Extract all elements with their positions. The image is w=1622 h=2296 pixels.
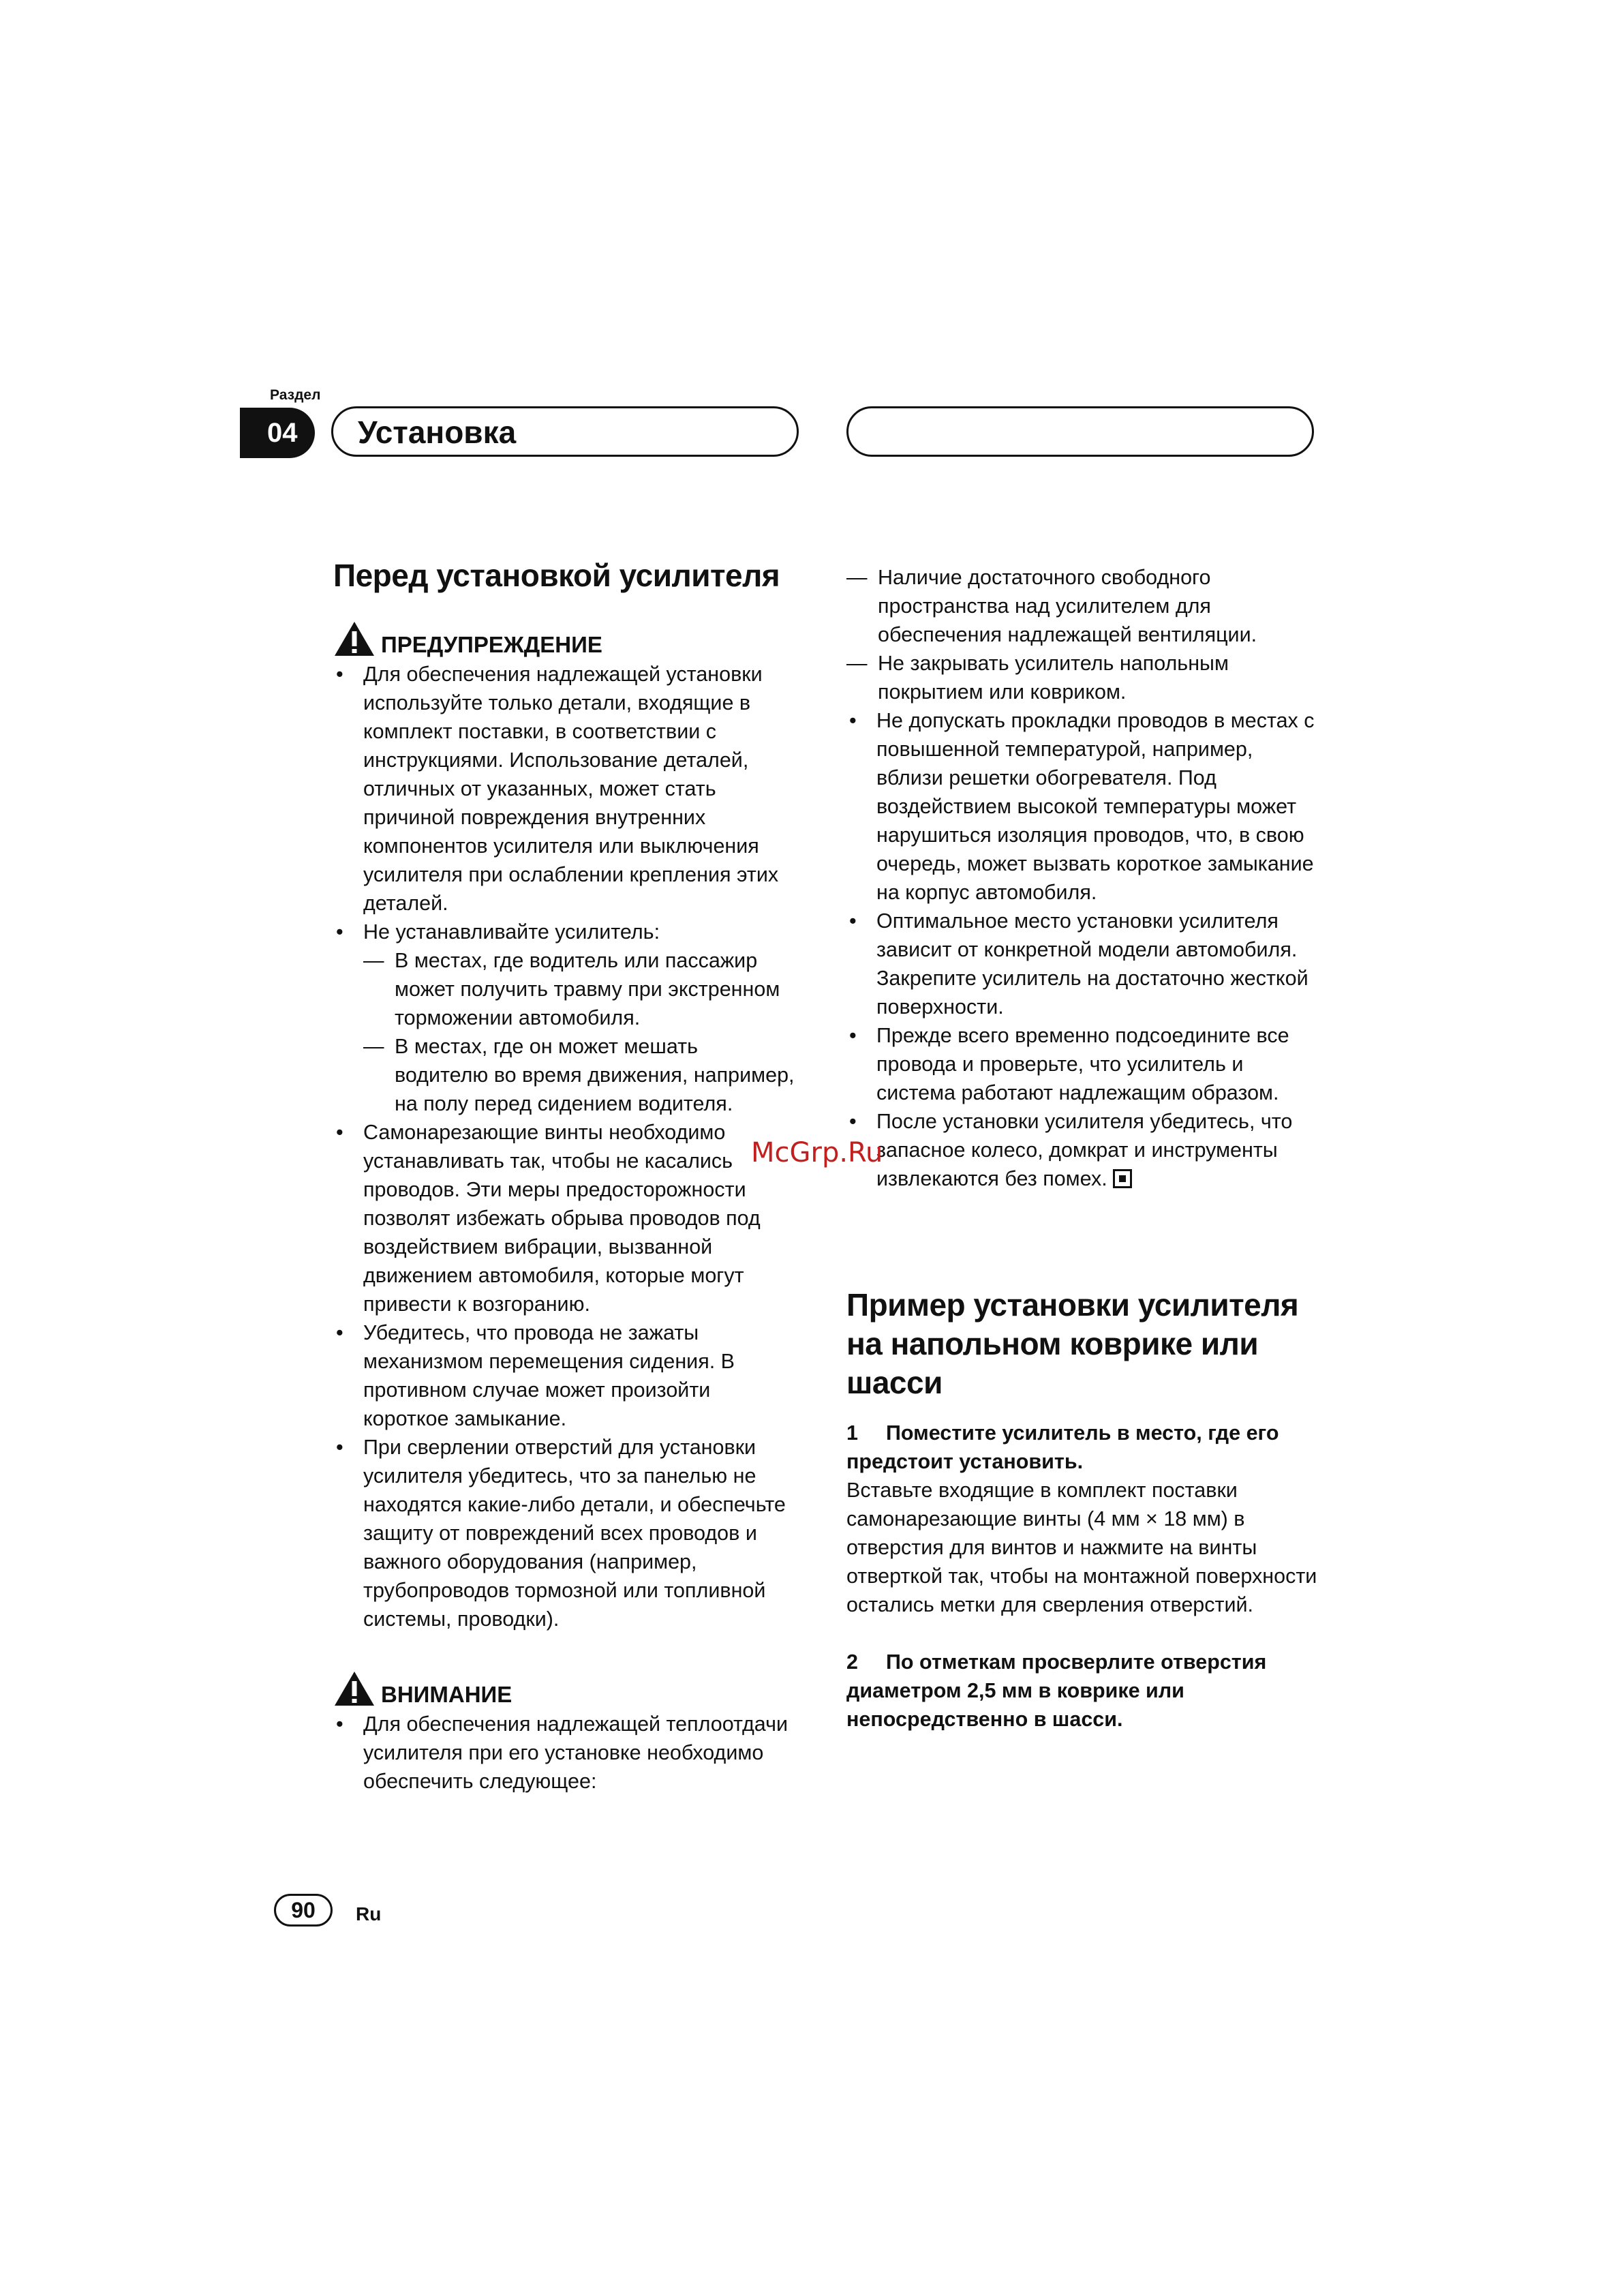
step-2-title-text: По отметкам просверлите отверстия диаметром 2,5 мм в коврике или непосредственно в шасси.: [846, 1650, 1267, 1731]
caution-sub-list: [846, 563, 1323, 706]
warning-icon: [333, 620, 376, 657]
step-1-number: 1: [846, 1421, 858, 1445]
section-number: 04: [240, 408, 315, 458]
sub-list: [363, 946, 797, 1118]
left-column: [333, 556, 797, 1796]
section-heading-before-install: Перед установкой усилителя: [333, 558, 780, 593]
list-item: • Убедитесь, что провода не зажаты механизмом перемещения сидения. В противном случае может произойти короткое замыкание.: [333, 1318, 797, 1433]
chapter-title: Установка: [358, 414, 517, 450]
caution-title: ВНИМАНИЕ: [381, 1682, 512, 1707]
sub-list-item: — В местах, где водитель или пассажир может получить травму при экстренном торможении автомобиля.: [363, 946, 797, 1032]
caution-list: [333, 1710, 797, 1796]
step-2-number: 2: [846, 1650, 858, 1674]
chapter-title-box: [331, 406, 799, 457]
caution-list-continued: [846, 706, 1323, 1193]
section-label: Раздел: [270, 387, 321, 403]
step-1-title: [846, 1419, 1323, 1476]
section-heading-install-example: Пример установки усилителя на напольном коврике или шасси: [846, 1287, 1299, 1400]
list-item: • Для обеспечения надлежащей теплоотдачи усилителя при его установке необходимо обеспечить следующее:: [333, 1710, 797, 1796]
list-item: [846, 1107, 1323, 1193]
list-item: • Для обеспечения надлежащей установки используйте только детали, входящие в комплект поставки, в соответствии с инструкциями. Использование деталей, отличных от указанных, может стать причиной повреждения внутренних компонентов усилителя или выключения усилителя при ослаблении крепления этих деталей.: [333, 660, 797, 918]
caution-header: [333, 1669, 797, 1707]
list-item-text: После установки усилителя убедитесь, что запасное колесо, домкрат и инструменты извлекаются без помех.: [876, 1110, 1293, 1190]
sub-list-item: — Не закрывать усилитель напольным покрытием или ковриком.: [846, 649, 1323, 706]
sub-list-item: — Наличие достаточного свободного пространства над усилителем для обеспечения надлежащей вентиляции.: [846, 563, 1323, 649]
step-1-text: Вставьте входящие в комплект поставки самонарезающие винты (4 мм × 18 мм) в отверстия для винтов и нажмите на винты отверткой так, чтобы на монтажной поверхности остались метки для сверления отверстий.: [846, 1479, 1317, 1616]
step-2-title: [846, 1648, 1323, 1734]
list-item: • При сверлении отверстий для установки усилителя убедитесь, что за панелью не находятся какие-либо детали, и обеспечьте защиту от повреждений всех проводов и важного оборудования (например, трубопроводов тормозной или топливной системы, проводки).: [333, 1433, 797, 1633]
caution-icon: [333, 1670, 376, 1707]
end-mark-icon: [1113, 1169, 1132, 1188]
list-item: • Прежде всего временно подсоедините все провода и проверьте, что усилитель и система работают надлежащим образом.: [846, 1021, 1323, 1107]
right-column: [846, 563, 1323, 1734]
watermark: McGrp.Ru: [751, 1137, 883, 1168]
step-1-title-text: Поместите усилитель в место, где его предстоит установить.: [846, 1421, 1279, 1473]
list-item: • Не допускать прокладки проводов в местах с повышенной температурой, например, вблизи решетки обогревателя. Под воздействием высокой температуры может нарушиться изоляция проводов, что, в свою очередь, может вызвать короткое замыкание на корпус автомобиля.: [846, 706, 1323, 907]
list-item-text: Не устанавливайте усилитель:: [363, 920, 660, 943]
list-item: • Оптимальное место установки усилителя зависит от конкретной модели автомобиля. Закрепите усилитель на достаточно жесткой поверхности.: [846, 907, 1323, 1021]
list-item: • Самонарезающие винты необходимо устанавливать так, чтобы не касались проводов. Эти меры предосторожности позволят избежать обрыва проводов под воздействием вибрации, вызванной движением автомобиля, которые могут привести к возгоранию.: [333, 1118, 797, 1318]
warning-header: [333, 619, 797, 657]
list-item: [333, 918, 797, 1118]
language-code: Ru: [356, 1903, 382, 1924]
page-number: 90: [274, 1894, 333, 1927]
warning-title: ПРЕДУПРЕЖДЕНИЕ: [381, 632, 602, 657]
chapter-subtitle-box: [846, 406, 1314, 457]
sub-list-item: — В местах, где он может мешать водителю во время движения, например, на полу перед сидением водителя.: [363, 1032, 797, 1118]
warning-list: [333, 660, 797, 1633]
